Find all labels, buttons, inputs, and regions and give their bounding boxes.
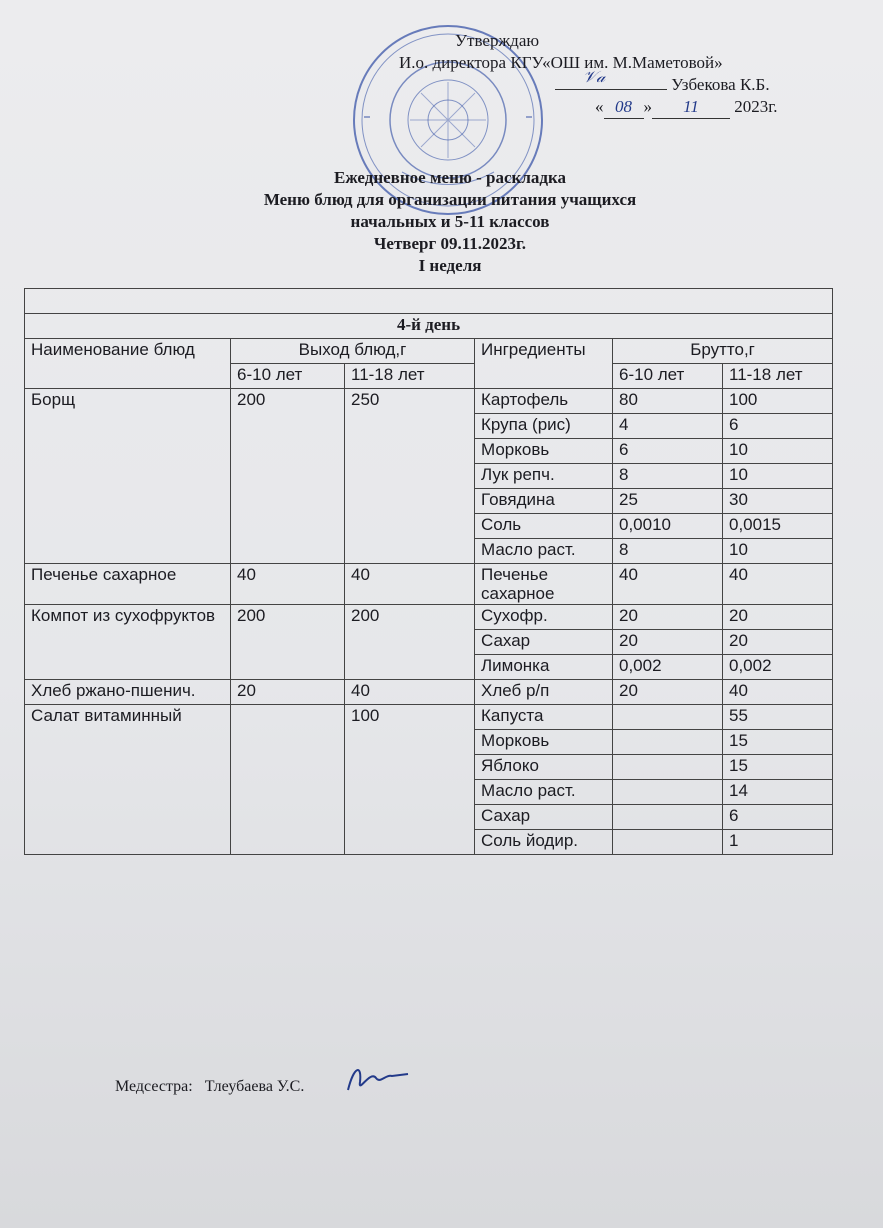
ingredient-name: Морковь [475, 439, 613, 464]
header-output: Выход блюд,г [231, 339, 475, 364]
header-gross-age-1: 6-10 лет [613, 364, 723, 389]
ingredient-name: Морковь [475, 730, 613, 755]
ingredient-name: Масло раст. [475, 780, 613, 805]
dish-output-age-1: 20 [231, 680, 345, 705]
dish-name: Компот из сухофруктов [25, 605, 231, 680]
dish-output-age-1 [231, 705, 345, 855]
dish-name: Хлеб ржано-пшенич. [25, 680, 231, 705]
dish-output-age-1: 200 [231, 605, 345, 680]
ingredient-name: Сахар [475, 805, 613, 830]
ingredient-name: Печенье сахарное [475, 564, 613, 605]
gross-age-2: 0,0015 [723, 514, 833, 539]
gross-age-1 [613, 755, 723, 780]
gross-age-2: 30 [723, 489, 833, 514]
ingredient-name: Сухофр. [475, 605, 613, 630]
gross-age-2: 10 [723, 439, 833, 464]
menu-table [24, 288, 833, 855]
approval-position: И.о. директора КГУ«ОШ им. М.Маметовой» [399, 53, 723, 72]
approval-year: 2023г. [734, 97, 778, 116]
gross-age-2: 10 [723, 464, 833, 489]
gross-age-2: 10 [723, 539, 833, 564]
dish-output-age-1: 40 [231, 564, 345, 605]
director-signature: 𝒱𝒶 [555, 75, 667, 90]
gross-age-1: 20 [613, 630, 723, 655]
header-gross: Брутто,г [613, 339, 833, 364]
gross-age-2: 55 [723, 705, 833, 730]
dish-name: Салат витаминный [25, 705, 231, 855]
dish-output-age-1: 200 [231, 389, 345, 564]
day-title: 4-й день [25, 314, 833, 339]
menu-heading [150, 167, 750, 277]
ingredient-name: Хлеб р/п [475, 680, 613, 705]
nurse-signature [340, 1060, 412, 1100]
ingredient-name: Лимонка [475, 655, 613, 680]
table-row [25, 680, 833, 705]
day-row [25, 314, 833, 339]
header-ingredients: Ингредиенты [475, 339, 613, 389]
table-row [25, 564, 833, 605]
gross-age-1: 8 [613, 539, 723, 564]
approval-block [395, 30, 815, 119]
gross-age-2: 40 [723, 564, 833, 605]
ingredient-name: Лук репч. [475, 464, 613, 489]
dish-output-age-2: 40 [345, 680, 475, 705]
table-row [25, 605, 833, 630]
ingredient-name: Яблоко [475, 755, 613, 780]
gross-age-2: 100 [723, 389, 833, 414]
heading-line-3: начальных и 5-11 классов [350, 212, 550, 231]
gross-age-2: 14 [723, 780, 833, 805]
nurse-signature-block [115, 1078, 304, 1096]
nurse-label: Медсестра: [115, 1078, 193, 1095]
gross-age-2: 15 [723, 755, 833, 780]
director-name: Узбекова К.Б. [671, 75, 770, 94]
gross-age-2: 15 [723, 730, 833, 755]
ingredient-name: Масло раст. [475, 539, 613, 564]
gross-age-2: 20 [723, 605, 833, 630]
ingredient-name: Соль йодир. [475, 830, 613, 855]
gross-age-2: 40 [723, 680, 833, 705]
header-output-age-1: 6-10 лет [231, 364, 345, 389]
ingredient-name: Сахар [475, 630, 613, 655]
gross-age-1 [613, 730, 723, 755]
gross-age-2: 20 [723, 630, 833, 655]
heading-line-2: Меню блюд для организации питания учащихся [263, 190, 637, 209]
approval-date: « 08 » 11 2023г. [395, 96, 815, 119]
gross-age-1: 8 [613, 464, 723, 489]
gross-age-1: 20 [613, 605, 723, 630]
gross-age-2: 6 [723, 805, 833, 830]
heading-line-4: Четверг 09.11.2023г. [373, 234, 527, 253]
approval-title: Утверждаю [455, 31, 540, 50]
header-gross-age-2: 11-18 лет [723, 364, 833, 389]
gross-age-1: 80 [613, 389, 723, 414]
dish-output-age-2: 250 [345, 389, 475, 564]
dish-output-age-2: 100 [345, 705, 475, 855]
gross-age-1: 25 [613, 489, 723, 514]
gross-age-1: 6 [613, 439, 723, 464]
table-top-strip [25, 289, 833, 314]
gross-age-1: 20 [613, 680, 723, 705]
gross-age-1: 4 [613, 414, 723, 439]
dish-name: Борщ [25, 389, 231, 564]
table-row [25, 705, 833, 730]
gross-age-1 [613, 780, 723, 805]
dish-name: Печенье сахарное [25, 564, 231, 605]
heading-line-1: Ежедневное меню - раскладка [333, 168, 566, 187]
header-output-age-2: 11-18 лет [345, 364, 475, 389]
header-row [25, 339, 833, 364]
gross-age-2: 1 [723, 830, 833, 855]
table-row [25, 389, 833, 414]
approval-signature-line [395, 69, 815, 96]
approval-month: 11 [652, 96, 730, 119]
nurse-name: Тлеубаева У.С. [204, 1078, 305, 1095]
ingredient-name: Соль [475, 514, 613, 539]
dish-output-age-2: 40 [345, 564, 475, 605]
ingredient-name: Картофель [475, 389, 613, 414]
gross-age-1 [613, 805, 723, 830]
approval-day: 08 [604, 96, 644, 119]
gross-age-2: 6 [723, 414, 833, 439]
ingredient-name: Крупа (рис) [475, 414, 613, 439]
ingredient-name: Капуста [475, 705, 613, 730]
dish-output-age-2: 200 [345, 605, 475, 680]
header-dish: Наименование блюд [25, 339, 231, 389]
gross-age-1: 40 [613, 564, 723, 605]
heading-line-5: I неделя [418, 256, 482, 275]
ingredient-name: Говядина [475, 489, 613, 514]
gross-age-2: 0,002 [723, 655, 833, 680]
gross-age-1: 0,0010 [613, 514, 723, 539]
gross-age-1: 0,002 [613, 655, 723, 680]
gross-age-1 [613, 830, 723, 855]
gross-age-1 [613, 705, 723, 730]
